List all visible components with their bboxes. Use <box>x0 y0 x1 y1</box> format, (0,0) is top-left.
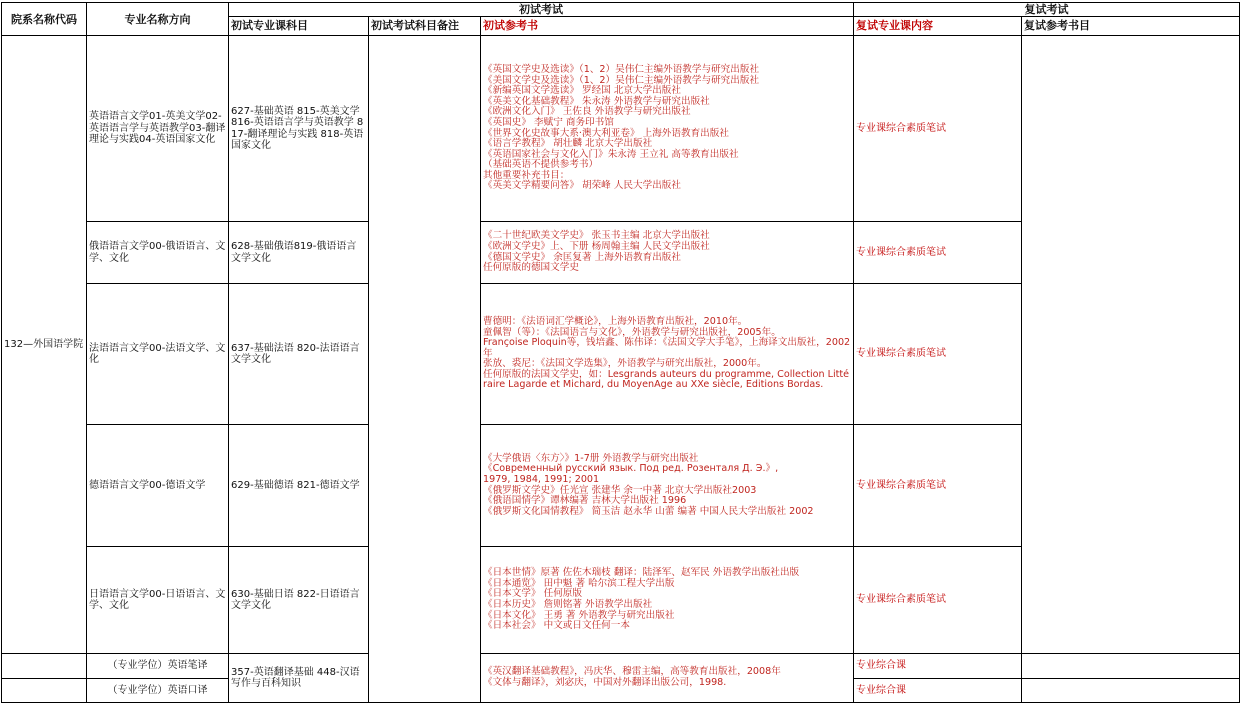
admissions-table <box>1 2 1240 703</box>
retest-content-cell: 专业综合课 <box>854 679 1022 703</box>
subjects-cell: 630-基础日语 822-日语语言文学文化 <box>229 547 369 654</box>
retest-refs-cell <box>1022 654 1240 679</box>
header-retest-content: 复试专业课内容 <box>854 17 1022 36</box>
major-cell: （专业学位）英语笔译 <box>87 654 229 679</box>
header-retest-refs: 复试参考书目 <box>1022 17 1240 36</box>
subjects-cell: 637-基础法语 820-法语语言文学文化 <box>229 284 369 425</box>
refs-cell: 《日本世情》原著 佐佐木瑞枝 翻译：陆泽军、赵军民 外语教学出版社出版 《日本通览》 田中魁 著 哈尔滨工程大学出版 《日本文学》 任何原版 《日本历史》 詹则铭著 外语教学出版社 《日本文化》 王勇 著 外语教学与研究出版社 《日本社会》 中文或日文任何一本 <box>481 547 854 654</box>
refs-cell: 《英汉翻译基础教程》，冯庆华、穆雷主编，高等教育出版社，2008年 《文体与翻译》，刘宓庆，中国对外翻译出版公司，1998. <box>481 654 854 703</box>
refs-cell: 《二十世纪欧美文学史》 张玉书主编 北京大学出版社 《欧洲文学史》上、下册 杨周翰主编 人民文学出版社 《德国文学史》 余匡复著 上海外语教育出版社 任何原版的德国文学史 <box>481 222 854 284</box>
subjects-cell: 627-基础英语 815-英美文学 816-英语语言学与英语教学 817-翻译理论与实践 818-英语国家文化 <box>229 36 369 222</box>
department-cell-empty <box>2 679 87 703</box>
table-row <box>2 36 1240 222</box>
department-cell: 132—外国语学院 <box>2 36 87 654</box>
refs-cell: 《英国文学史及选读》（1、2）吴伟仁主编外语教学与研究出版社 《美国文学史及选读》（1、2）吴伟仁主编外语教学与研究出版社 《新编英国文学选读》 罗经国 北京大学出版社 《英美文化基础教程》 朱永涛 外语教学与研究出版社 《欧洲文化入门》 王佐良 外语教学与研究出版社 《英国史》 李赋宁 商务印书馆 《世界文化史故事大系·澳大利亚卷》 上海外语教育出版社 《语言学教程》 胡壮麟 北京大学出版社 《英语国家社会与文化入门》朱永涛 王立礼 高等教育出版社 （基础英语不提供参考书） 其他重要补充书目： 《英美文学精要问答》 胡荣峰 人民大学出版社 <box>481 36 854 222</box>
refs-cell: 曹德明：《法语词汇学概论》，上海外语教育出版社，2010年。 童佩智（等）：《法国语言与文化》，外语教学与研究出版社，2005年。 Françoise Ploquin等，钱培鑫、陈伟译：《法国文学大手笔》，上海译文出版社，2002年 张放、裘尼：《法国文学选集》，外语教学与研究出版社，2000年。 任何原版的法国文学史，如：Lesgrands auteurs du programme, Collection Littéraire Lagarde et Michard, du MoyenAge au XXe siècle, Editions Bordas. <box>481 284 854 425</box>
major-cell: （专业学位）英语口译 <box>87 679 229 703</box>
header-initial-subjects: 初试专业课科目 <box>229 17 369 36</box>
department-cell-empty <box>2 654 87 679</box>
header-major: 专业名称方向 <box>87 3 229 36</box>
header-dept-code: 院系名称代码 <box>2 3 87 36</box>
major-cell: 德语语言文学00-德语文学 <box>87 425 229 547</box>
refs-cell: 《大学俄语〈东方〉》1-7册 外语教学与研究出版社 《Современный русский язык. Под ред. Розенталя Д. Э.》, 1979, 1984, 1991; 2001 《俄罗斯文学史》任光宣 张建华 余一中著 北京大学出版社2003 《俄语国情学》谭林编著 吉林大学出版社 1996 《俄罗斯文化国情教程》 简玉洁 赵永华 山蕾 编著 中国人民大学出版社 2002 <box>481 425 854 547</box>
subjects-cell: 357-英语翻译基础 448-汉语写作与百科知识 <box>229 654 369 703</box>
header-initial-exam: 初试考试 <box>229 3 854 17</box>
major-cell: 法语语言文学00-法语文学、文化 <box>87 284 229 425</box>
header-retest-exam: 复试考试 <box>854 3 1240 17</box>
retest-content-cell: 专业课综合素质笔试 <box>854 284 1022 425</box>
subjects-cell: 628-基础俄语819-俄语语言文学文化 <box>229 222 369 284</box>
retest-content-cell: 专业课综合素质笔试 <box>854 222 1022 284</box>
notes-cell <box>369 36 481 703</box>
retest-content-cell: 专业课综合素质笔试 <box>854 36 1022 222</box>
retest-content-cell: 专业课综合素质笔试 <box>854 547 1022 654</box>
retest-refs-cell <box>1022 36 1240 654</box>
retest-content-cell: 专业课综合素质笔试 <box>854 425 1022 547</box>
header-initial-refs: 初试参考书 <box>481 17 854 36</box>
major-cell: 俄语语言文学00-俄语语言、文学、文化 <box>87 222 229 284</box>
subjects-cell: 629-基础德语 821-德语文学 <box>229 425 369 547</box>
table-row <box>2 654 1240 679</box>
major-cell: 英语语言文学01-英美文学02-英语语言学与英语教学03-翻译理论与实践04-英语国家文化 <box>87 36 229 222</box>
retest-refs-cell <box>1022 679 1240 703</box>
header-row-1 <box>2 3 1240 17</box>
major-cell: 日语语言文学00-日语语言、文学、文化 <box>87 547 229 654</box>
header-initial-notes: 初试考试科目备注 <box>369 17 481 36</box>
retest-content-cell: 专业综合课 <box>854 654 1022 679</box>
